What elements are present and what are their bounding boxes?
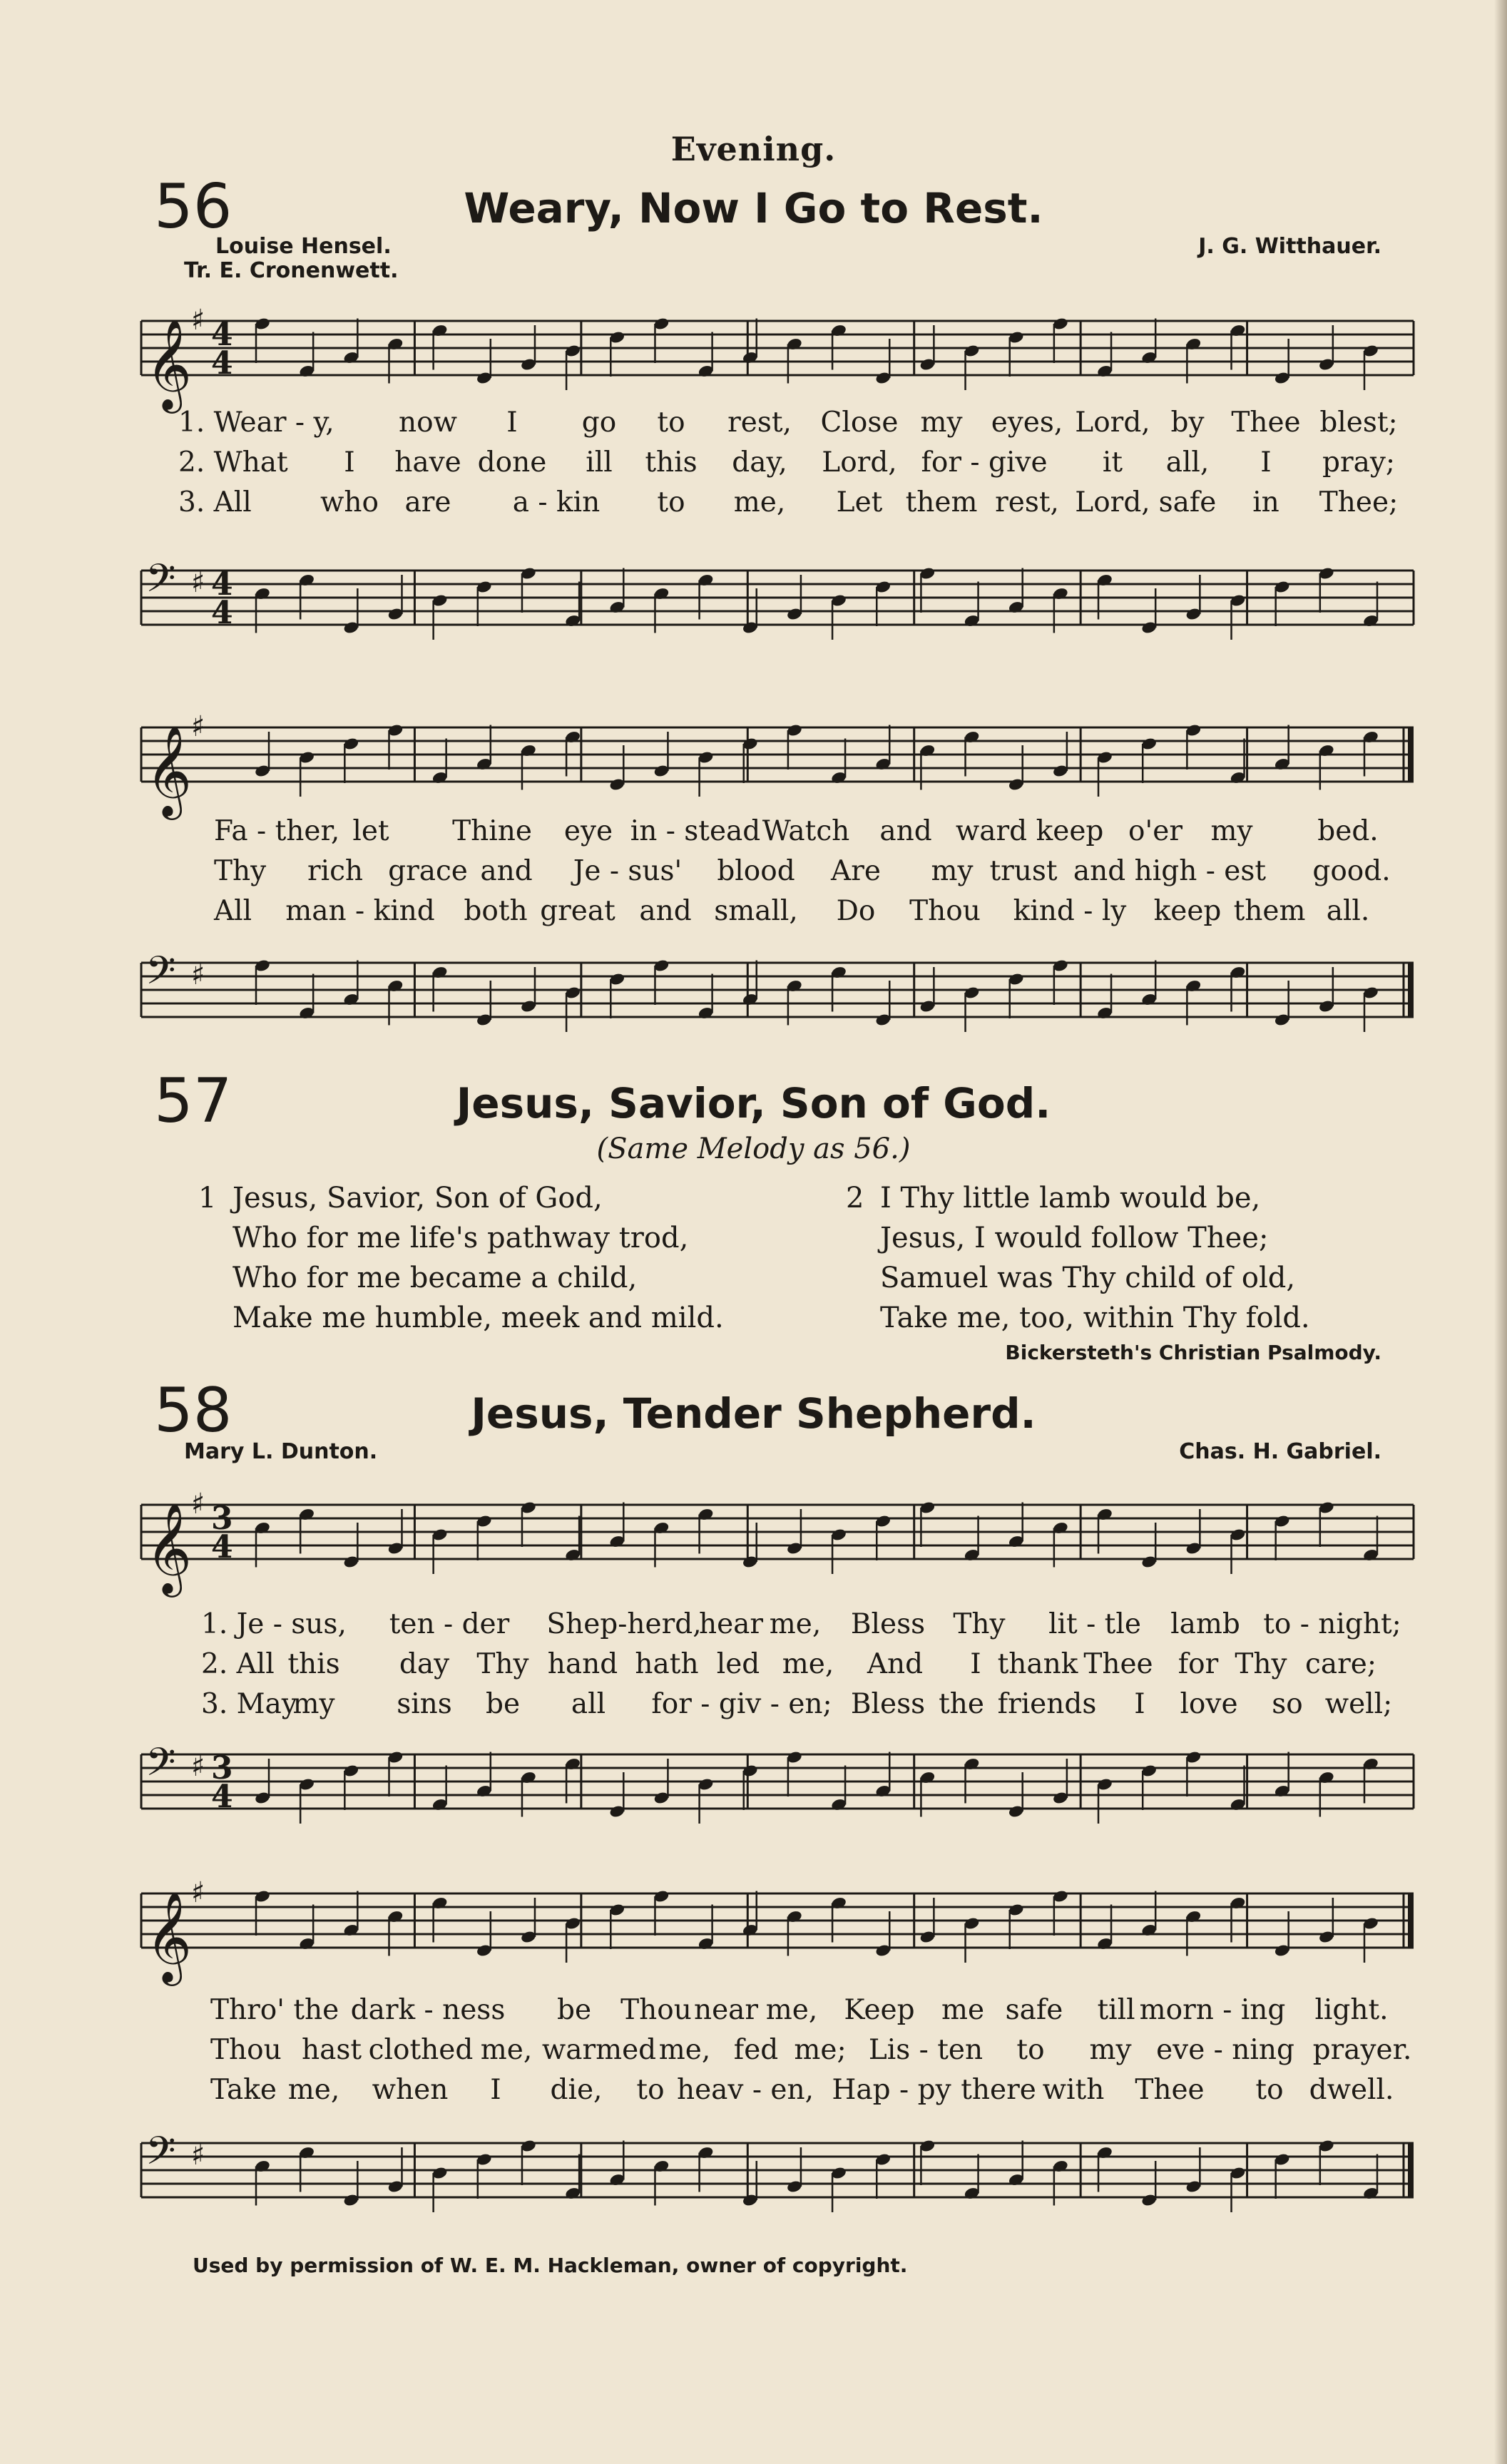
lyric-word: me,: [769, 1608, 822, 1640]
lyric-word: this: [645, 446, 698, 479]
staff-58-1-bass: [128, 1733, 1441, 1847]
lyric-word: great: [540, 895, 615, 927]
lyric-word: let: [352, 815, 389, 847]
lyric-word: have: [394, 446, 461, 479]
lyric-word: both: [464, 895, 528, 927]
lyric-word: kind - ly: [1013, 895, 1127, 927]
lyric-word: all.: [1326, 895, 1370, 927]
lyric-word: me,: [287, 2074, 340, 2106]
lyric-word: ward: [955, 815, 1028, 847]
lyric-word: trust: [989, 855, 1058, 887]
hymn-number-57: 57: [154, 1065, 233, 1137]
lyric-word: me,: [480, 2034, 533, 2066]
lyric-word: Thy: [953, 1608, 1006, 1640]
lyric-word: Do: [836, 895, 876, 927]
lyric-word: me: [941, 1994, 985, 2026]
final-bar-line: [1408, 727, 1414, 782]
lyric-word: Bless: [850, 1608, 926, 1640]
lyric-word: clothed: [368, 2034, 474, 2066]
lyric-word: 1. Je - sus,: [201, 1608, 347, 1640]
lyric-word: And: [867, 1648, 924, 1680]
lyric-word: Thee: [1135, 2074, 1205, 2106]
sharp-icon: ♯: [191, 710, 205, 743]
lyric-word: I: [506, 407, 518, 439]
lyric-word: I: [970, 1648, 981, 1680]
lyric-word: Thee;: [1319, 486, 1399, 518]
lyric-word: so: [1272, 1688, 1303, 1720]
time-signature-top: 3: [211, 1750, 233, 1786]
lyric-word: I: [1134, 1688, 1145, 1720]
composer-58: Chas. H. Gabriel.: [1179, 1439, 1381, 1464]
verse-56-1-2: [0, 446, 1507, 482]
sharp-icon: ♯: [191, 1488, 205, 1520]
copyright-footnote: Used by permission of W. E. M. Hackleman, owner of copyright.: [193, 2254, 908, 2277]
lyric-word: friends: [997, 1688, 1097, 1720]
bass-clef-icon: 𝄢: [145, 2128, 176, 2183]
lyric-word: me,: [658, 2034, 711, 2066]
lyric-word: hath: [635, 1648, 699, 1680]
lyric-word: this: [287, 1648, 340, 1680]
lyric-word: keep: [1153, 895, 1222, 927]
lyric-word: 1. Wear - y,: [178, 407, 334, 439]
lyric-word: fed: [733, 2034, 779, 2066]
lyric-word: blest;: [1319, 407, 1398, 439]
verse-56-2-1: [0, 815, 1507, 851]
stanza-57-2: [846, 1178, 1310, 1338]
stanza-line: I Thy little lamb would be,: [880, 1182, 1261, 1215]
lyric-word: Lord,: [1075, 486, 1150, 518]
lyric-word: lamb: [1170, 1608, 1240, 1640]
lyric-word: day: [399, 1648, 450, 1680]
lyric-word: go: [581, 407, 617, 439]
lyric-word: 2. What: [178, 446, 288, 479]
sharp-icon: ♯: [191, 2139, 205, 2172]
lyric-word: rich: [307, 855, 364, 887]
stanza-line: Jesus, I would follow Thee;: [880, 1222, 1269, 1254]
sharp-icon: ♯: [191, 304, 205, 337]
lyric-word: All: [214, 895, 252, 927]
lyric-word: a - kin: [512, 486, 601, 518]
lyric-word: Thee: [1231, 407, 1301, 439]
lyric-word: and: [480, 855, 533, 887]
lyric-word: me,: [733, 486, 786, 518]
lyric-word: be: [556, 1994, 592, 2026]
lyric-word: my: [931, 855, 974, 887]
lyric-word: 3. May: [201, 1688, 297, 1720]
lyric-word: are: [404, 486, 451, 518]
stanza-line: Make me humble, meek and mild.: [233, 1302, 724, 1334]
verse-56-1-1: [0, 407, 1507, 442]
verse-56-2-2: [0, 855, 1507, 891]
lyric-word: Thine: [452, 815, 532, 847]
staff-56-1-bass: [128, 549, 1441, 663]
lyric-word: blood: [717, 855, 795, 887]
verse-56-1-3: [0, 486, 1507, 522]
lyric-word: heav - en,: [676, 2074, 814, 2106]
lyric-word: all: [571, 1688, 606, 1720]
lyric-word: there: [961, 2074, 1036, 2106]
lyricist-58: Mary L. Dunton.: [184, 1439, 378, 1464]
lyric-word: to - night;: [1263, 1608, 1401, 1640]
verse-58-1-3: [0, 1688, 1507, 1724]
sharp-icon: ♯: [191, 566, 205, 599]
lyric-word: keep: [1036, 815, 1104, 847]
lyric-word: me,: [765, 1994, 818, 2026]
hymn-title-58: Jesus, Tender Shepherd.: [471, 1389, 1036, 1438]
lyric-word: lit - tle: [1048, 1608, 1141, 1640]
lyric-word: to: [657, 486, 685, 518]
final-bar-line: [1408, 2143, 1414, 2197]
verse-58-1-2: [0, 1648, 1507, 1684]
stanza-line: Jesus, Savior, Son of God,: [233, 1182, 603, 1215]
bass-clef-icon: 𝄢: [145, 556, 176, 610]
lyric-word: Lord,: [1075, 407, 1150, 439]
lyric-word: to: [1016, 2034, 1045, 2066]
lyric-word: die,: [550, 2074, 603, 2106]
lyric-word: hear: [698, 1608, 764, 1640]
lyric-word: well;: [1324, 1688, 1393, 1720]
lyric-word: Thy: [1235, 1648, 1287, 1680]
composer-56: J. G. Witthauer.: [1198, 234, 1381, 259]
treble-clef-icon: 𝄞: [145, 1891, 193, 1982]
verse-58-1-1: [0, 1608, 1507, 1644]
lyric-word: done: [477, 446, 547, 479]
lyric-word: till: [1097, 1994, 1135, 2026]
lyric-word: man - kind: [285, 895, 435, 927]
lyric-word: day,: [732, 446, 787, 479]
lyric-word: I: [1260, 446, 1272, 479]
lyric-word: warmed: [541, 2034, 657, 2066]
lyric-word: grace: [388, 855, 468, 887]
time-signature-bottom: 4: [211, 1529, 233, 1565]
lyric-word: me,: [782, 1648, 834, 1680]
lyric-word: ten - der: [389, 1608, 510, 1640]
lyric-word: Watch: [762, 815, 850, 847]
lyric-word: love: [1180, 1688, 1238, 1720]
lyric-word: 3. All: [178, 486, 252, 518]
lyric-word: small,: [714, 895, 798, 927]
lyric-word: my: [920, 407, 963, 439]
lyric-word: in: [1252, 486, 1279, 518]
stanza-line: Who for me life's pathway trod,: [233, 1222, 689, 1254]
lyric-word: safe: [1158, 486, 1217, 518]
stanza-number: 2: [846, 1182, 864, 1215]
lyric-word: Lord,: [822, 446, 897, 479]
lyric-word: hast: [301, 2034, 362, 2066]
lyric-word: Je - sus': [573, 855, 683, 887]
staff-58-2-treble: [128, 1872, 1441, 1986]
verse-56-2-3: [0, 895, 1507, 931]
lyric-word: Hap - py: [832, 2074, 951, 2106]
time-signature-top: 4: [211, 566, 233, 603]
lyric-word: eve - ning: [1156, 2034, 1294, 2066]
lyric-word: safe: [1005, 1994, 1063, 2026]
lyric-word: in - stead: [630, 815, 761, 847]
lyric-word: them: [905, 486, 978, 518]
lyric-word: I: [344, 446, 355, 479]
lyric-word: Thou: [210, 2034, 282, 2066]
time-signature-bottom: 4: [211, 1779, 233, 1815]
lyricist-56: Louise Hensel.: [215, 234, 392, 259]
final-bar-line: [1408, 963, 1414, 1017]
lyric-word: pray;: [1322, 446, 1396, 479]
lyric-word: Are: [831, 855, 881, 887]
lyric-word: and high - est: [1073, 855, 1267, 887]
hymn-title-57: Jesus, Savior, Son of God.: [456, 1079, 1051, 1128]
lyric-word: for - giv - en;: [651, 1688, 832, 1720]
lyric-word: my: [292, 1688, 335, 1720]
lyric-word: Thee: [1083, 1648, 1153, 1680]
lyric-word: now: [399, 407, 457, 439]
lyric-word: Thou: [620, 1994, 692, 2026]
staff-56-1-treble: [128, 300, 1441, 414]
lyric-word: Fa - ther,: [214, 815, 340, 847]
stanza-line: Samuel was Thy child of old,: [880, 1262, 1296, 1294]
lyric-word: thank: [997, 1648, 1078, 1680]
staff-58-1-treble: [128, 1483, 1441, 1597]
sharp-icon: ♯: [191, 958, 205, 991]
lyric-word: to: [657, 407, 685, 439]
lyric-word: eyes,: [991, 407, 1063, 439]
lyric-word: o'er: [1128, 815, 1182, 847]
lyric-word: by: [1170, 407, 1205, 439]
stanza-57-1: [198, 1178, 724, 1338]
hymn-number-56: 56: [154, 171, 233, 242]
lyric-word: them: [1233, 895, 1306, 927]
lyric-word: care;: [1305, 1648, 1376, 1680]
lyric-word: 2. All: [201, 1648, 275, 1680]
lyric-word: I: [490, 2074, 501, 2106]
lyric-word: Bless: [850, 1688, 926, 1720]
lyric-word: to: [636, 2074, 665, 2106]
lyric-word: my: [1210, 815, 1253, 847]
time-signature-bottom: 4: [211, 595, 233, 631]
bass-clef-icon: 𝄢: [145, 1739, 176, 1794]
sharp-icon: ♯: [191, 1876, 205, 1909]
lyric-word: sins: [397, 1688, 452, 1720]
staff-58-2-bass: [128, 2122, 1441, 2236]
lyric-word: to: [1255, 2074, 1284, 2106]
lyric-word: Thy: [476, 1648, 529, 1680]
lyric-word: led: [716, 1648, 760, 1680]
verse-58-2-1: [0, 1994, 1507, 2030]
time-signature-bottom: 4: [211, 345, 233, 382]
lyric-word: near: [693, 1994, 759, 2026]
final-bar-line: [1408, 1893, 1414, 1948]
section-heading: Evening.: [670, 130, 837, 168]
hymn-title-56: Weary, Now I Go to Rest.: [464, 184, 1043, 232]
lyric-word: Thou: [909, 895, 981, 927]
time-signature-top: 4: [211, 317, 233, 353]
time-signature-top: 3: [211, 1501, 233, 1537]
hymn-number-58: 58: [154, 1375, 233, 1446]
lyric-word: and: [879, 815, 932, 847]
lyric-word: light.: [1314, 1994, 1389, 2026]
hymn-subtitle-57: (Same Melody as 56.): [596, 1133, 911, 1165]
lyric-word: with: [1042, 2074, 1105, 2106]
verse-58-2-2: [0, 2034, 1507, 2070]
treble-clef-icon: 𝄞: [145, 318, 193, 409]
lyric-word: and: [639, 895, 692, 927]
lyric-word: Keep: [844, 1994, 915, 2026]
stanza-line: Who for me became a child,: [233, 1262, 638, 1294]
lyric-word: morn - ing: [1139, 1994, 1286, 2026]
lyric-word: rest,: [995, 486, 1059, 518]
lyric-word: Thro' the: [210, 1994, 339, 2026]
lyric-word: ill: [586, 446, 613, 479]
lyric-word: all,: [1165, 446, 1210, 479]
lyric-word: be: [485, 1688, 521, 1720]
lyric-word: for - give: [921, 446, 1048, 479]
lyric-word: Thy: [214, 855, 267, 887]
lyric-word: eye: [563, 815, 613, 847]
source-57: Bickersteth's Christian Psalmody.: [1005, 1341, 1381, 1364]
lyric-word: rest,: [727, 407, 792, 439]
lyric-word: prayer.: [1312, 2034, 1412, 2066]
lyric-word: Close: [820, 407, 899, 439]
lyric-word: dark - ness: [350, 1994, 506, 2026]
treble-clef-icon: 𝄞: [145, 725, 193, 816]
lyric-word: when: [372, 2074, 449, 2106]
lyric-word: bed.: [1317, 815, 1379, 847]
staff-56-2-treble: [128, 706, 1441, 820]
lyric-word: the: [939, 1688, 984, 1720]
lyric-word: my: [1089, 2034, 1132, 2066]
bass-clef-icon: 𝄢: [145, 948, 176, 1003]
lyric-word: dwell.: [1309, 2074, 1394, 2106]
translator-56: Tr. E. Cronenwett.: [184, 258, 399, 283]
lyric-word: Take: [210, 2074, 277, 2106]
lyric-word: me;: [794, 2034, 847, 2066]
sharp-icon: ♯: [191, 1750, 205, 1783]
lyric-word: Shep-herd,: [546, 1608, 702, 1640]
lyric-word: Lis - ten: [868, 2034, 984, 2066]
lyric-word: who: [320, 486, 379, 518]
lyric-word: Let: [836, 486, 883, 518]
stanza-number: 1: [198, 1182, 217, 1215]
treble-clef-icon: 𝄞: [145, 1502, 193, 1593]
verse-58-2-3: [0, 2074, 1507, 2110]
lyric-word: good.: [1312, 855, 1391, 887]
lyric-word: it: [1102, 446, 1123, 479]
lyric-word: for: [1177, 1648, 1219, 1680]
stanza-line: Take me, too, within Thy fold.: [880, 1302, 1310, 1334]
staff-56-2-bass: [128, 941, 1441, 1055]
lyric-word: hand: [547, 1648, 618, 1680]
